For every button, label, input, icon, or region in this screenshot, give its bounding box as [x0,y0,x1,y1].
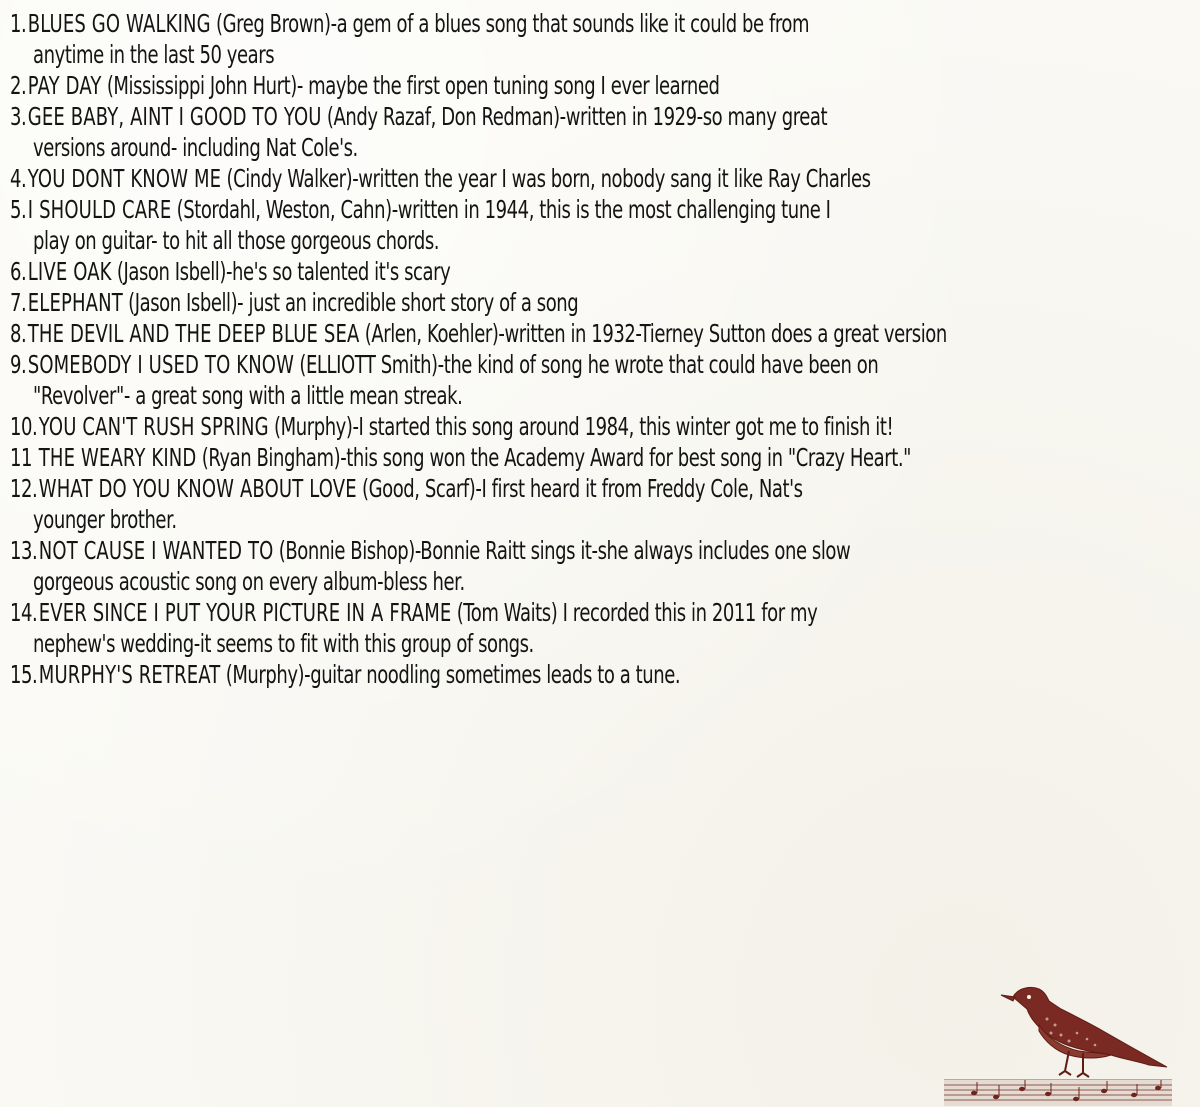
track-line [10,597,860,628]
track-title: SOMEBODY I USED TO KNOW [27,350,295,379]
track-number: 15. [10,660,38,689]
track-title: PAY DAY [27,71,102,100]
track-notes-continued: versions around- including Nat Cole's. [33,133,358,162]
track-number: 14. [10,598,38,627]
track-number: 12. [10,474,38,503]
track-item-1 [10,8,1190,70]
track-title: I SHOULD CARE [27,195,172,224]
track-line [10,194,860,225]
track-item-8 [10,318,1190,349]
track-line [10,535,860,566]
track-title: BLUES GO WALKING [27,9,211,38]
track-line [10,659,860,690]
track-item-3 [10,101,1190,163]
track-item-4 [10,163,1190,194]
track-title: NOT CAUSE I WANTED TO [38,536,274,565]
track-number: 1. [10,9,27,38]
track-notes: (Cindy Walker)-written the year I was born, nobody sang it like Ray Charles [221,164,871,193]
track-notes: (ELLIOTT Smith)-the kind of song he wrote that could have been on [294,350,879,379]
track-title: YOU CAN'T RUSH SPRING [38,412,269,441]
track-notes: (Murphy)-guitar noodling sometimes leads to a tune. [220,660,681,689]
track-title: EVER SINCE I PUT YOUR PICTURE IN A FRAME [38,598,452,627]
track-notes: (Good, Scarf)-I first heard it from Freddy Cole, Nat's [356,474,803,503]
track-item-12 [10,473,1190,535]
track-number: 9. [10,350,27,379]
track-line [10,101,860,132]
track-number: 13. [10,536,38,565]
track-notes-continued: "Revolver"- a great song with a little mean streak. [33,381,463,410]
bird-stamp [944,975,1194,1105]
track-title: THE DEVIL AND THE DEEP BLUE SEA [27,319,360,348]
track-number: 4. [10,164,27,193]
track-title: GEE BABY, AINT I GOOD TO YOU [27,102,322,131]
track-line [10,8,860,39]
track-notes: (Greg Brown)-a gem of a blues song that sounds like it could be from [210,9,810,38]
track-notes: (Jason Isbell)-he's so talented it's scary [111,257,451,286]
track-line [10,318,947,349]
track-notes-continued: anytime in the last 50 years [33,40,275,69]
track-title: ELEPHANT [27,288,123,317]
track-title: YOU DONT KNOW ME [27,164,222,193]
track-notes: (Stordahl, Weston, Cahn)-written in 1944, this is the most challenging tune I [171,195,831,224]
track-title: LIVE OAK [27,257,112,286]
track-notes-continued: younger brother. [33,505,177,534]
track-item-9 [10,349,1190,411]
track-item-2 [10,70,1190,101]
track-number: 6. [10,257,27,286]
track-notes: (Arlen, Koehler)-written in 1932-Tierney Sutton does a great version [359,319,947,348]
track-notes: (Jason Isbell)- just an incredible short story of a song [122,288,579,317]
track-notes: (Ryan Bingham)-this song won the Academy Award for best song in "Crazy Heart." [196,443,912,472]
track-notes-continued: gorgeous acoustic song on every album-bless her. [33,567,465,596]
track-line [10,70,860,101]
sheet-music-strip [944,1079,1172,1106]
track-title: MURPHY'S RETREAT [38,660,221,689]
track-line [10,287,860,318]
track-item-10 [10,411,1190,442]
track-item-6 [10,256,1190,287]
bird-eye [1027,995,1031,999]
track-line [10,442,912,473]
track-number: 8. [10,319,27,348]
track-notes: (Murphy)-I started this song around 1984, this winter got me to finish it! [268,412,894,441]
track-item-15 [10,659,1190,690]
track-title: THE WEARY KIND [38,443,197,472]
track-number: 3. [10,102,27,131]
track-line [10,473,860,504]
track-notes: (Tom Waits) I recorded this in 2011 for my [451,598,818,627]
track-item-11 [10,442,1190,473]
track-line [10,256,860,287]
track-number: 7. [10,288,27,317]
bird-stamp-icon [999,975,1169,1080]
track-notes-continued: play on guitar- to hit all those gorgeous chords. [33,226,440,255]
track-notes-continued: nephew's wedding-it seems to fit with this group of songs. [33,629,534,658]
track-notes: (Andy Razaf, Don Redman)-written in 1929-so many great [321,102,828,131]
track-line [10,411,894,442]
track-line [10,349,879,380]
track-notes: (Bonnie Bishop)-Bonnie Raitt sings it-she always includes one slow [273,536,851,565]
track-item-5 [10,194,1190,256]
track-number: 10. [10,412,38,441]
track-number: 11 [10,443,33,472]
track-line [10,163,871,194]
track-item-14 [10,597,1190,659]
track-item-13 [10,535,1190,597]
track-item-7 [10,287,1190,318]
track-number: 2. [10,71,27,100]
track-notes: (Mississippi John Hurt)- maybe the first open tuning song I ever learned [101,71,720,100]
track-title: WHAT DO YOU KNOW ABOUT LOVE [38,474,357,503]
track-list [10,8,1190,690]
track-number: 5. [10,195,27,224]
